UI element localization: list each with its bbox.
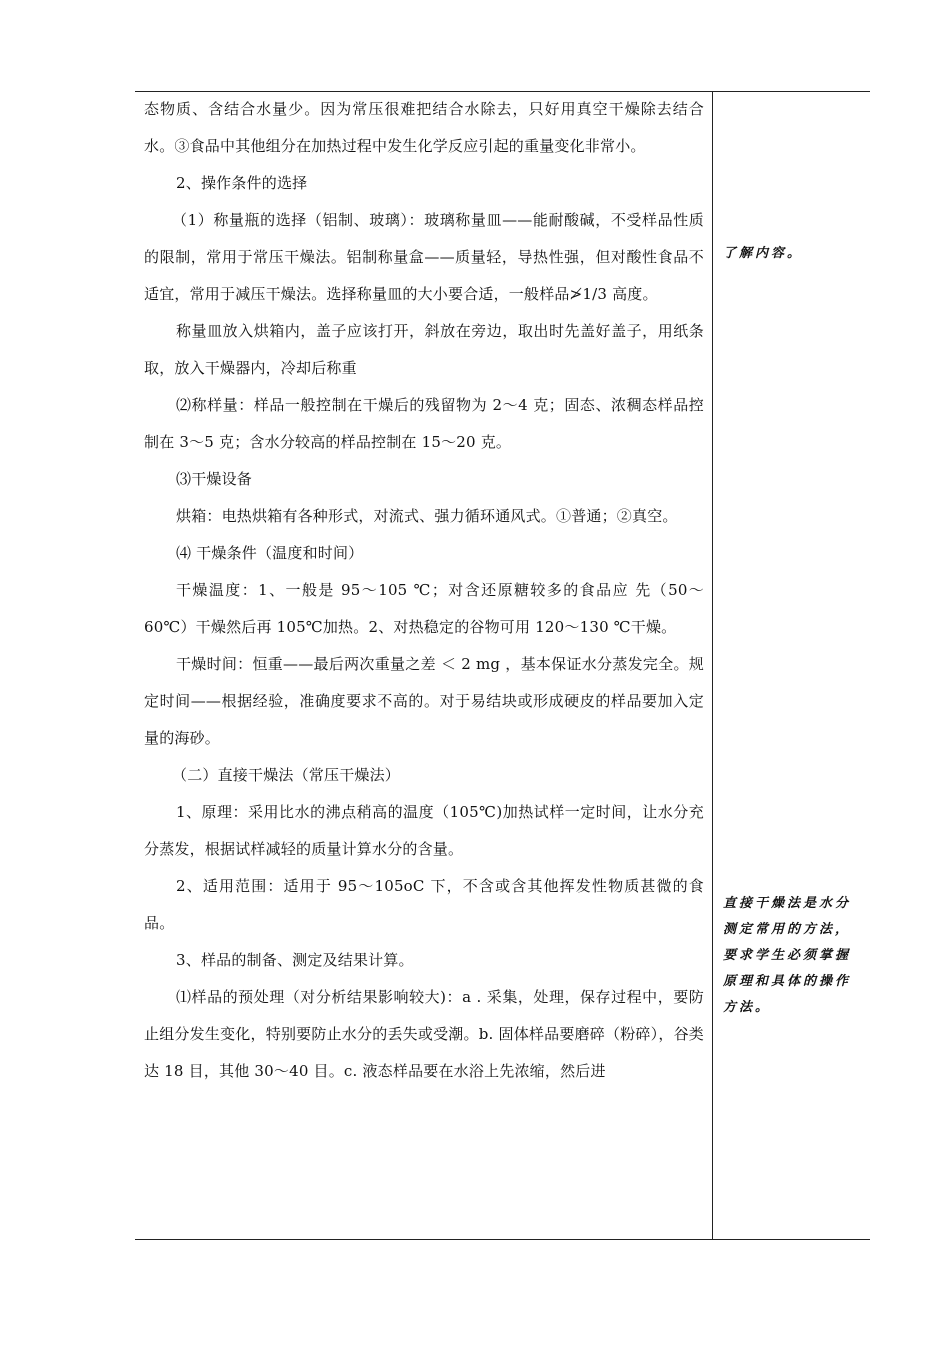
paragraph-pretreatment: ⑴样品的预处理（对分析结果影响较大)：a . 采集，处理，保存过程中，要防止组分发生变化，特别要防止水分的丢失或受潮。b. 固体样品要磨碎（粉碎），谷类达 18 目，其他 30～40 目。c. 液态样品要在水浴上先浓缩，然后进 (144, 988, 704, 1080)
heading-drying-conditions: ⑷ 干燥条件（温度和时间） (176, 544, 364, 562)
paragraph-drying-time: 干燥时间：恒重——最后两次重量之差 ＜ 2 mg ，基本保证水分蒸发完全。规定时间——根据经验，准确度要求不高的。对于易结块或形成硬皮的样品要加入定量的海砂。 (144, 655, 704, 747)
heading-drying-equipment: ⑶干燥设备 (176, 470, 253, 488)
table-bottom-rule (135, 1239, 870, 1240)
paragraph-principle: 1、原理：采用比水的沸点稍高的温度（105℃)加热试样一定时间，让水分充分蒸发，根据试样减轻的质量计算水分的含量。 (144, 803, 704, 858)
paragraph-oven: 烘箱：电热烘箱有各种形式，对流式、强力循环通风式。①普通；②真空。 (176, 507, 678, 525)
side-note-direct-drying: 直接干燥法是水分测定常用的方法，要求学生必须掌握原理和具体的操作方法。 (723, 896, 852, 1015)
paragraph-drying-temperature: 干燥温度：1、一般是 95～105 ℃；对含还原糖较多的食品应 先（50～60℃）干燥然后再 105℃加热。2、对热稳定的谷物可用 120～130 ℃干燥。 (144, 581, 704, 636)
paragraph-sample-preparation-heading: 3、样品的制备、测定及结果计算。 (176, 951, 414, 969)
side-note-understand: 了解内容。 (723, 246, 804, 261)
paragraph-sample-amount: ⑵称样量：样品一般控制在干燥后的残留物为 2～4 克；固态、浓稠态样品控制在 3～5 克；含水分较高的样品控制在 15～20 克。 (144, 396, 704, 451)
column-divider (712, 91, 713, 1239)
section-heading-operating-conditions: 2、操作条件的选择 (176, 174, 308, 192)
lesson-table (135, 91, 870, 1239)
paragraph-weighing-procedure: 称量皿放入烘箱内，盖子应该打开，斜放在旁边，取出时先盖好盖子，用纸条取，放入干燥器内，冷却后称重 (144, 322, 704, 377)
paragraph-weighing-bottle: （1）称量瓶的选择（铝制、玻璃）：玻璃称量皿——能耐酸碱，不受样品性质的限制，常用于常压干燥法。铝制称量盒——质量轻，导热性强，但对酸性食品不适宜，常用于减压干燥法。选择称量皿的大小要合适，一般样品≯1/3 高度。 (144, 211, 704, 303)
paragraph-continuation: 态物质、含结合水量少。因为常压很难把结合水除去，只好用真空干燥除去结合水。③食品中其他组分在加热过程中发生化学反应引起的重量变化非常小。 (144, 100, 704, 155)
section-heading-direct-drying: （二）直接干燥法（常压干燥法） (172, 766, 401, 784)
paragraph-scope: 2、适用范围：适用于 95～105oC 下，不含或含其他挥发性物质甚微的食品。 (144, 877, 704, 932)
main-content-cell (144, 91, 704, 1090)
